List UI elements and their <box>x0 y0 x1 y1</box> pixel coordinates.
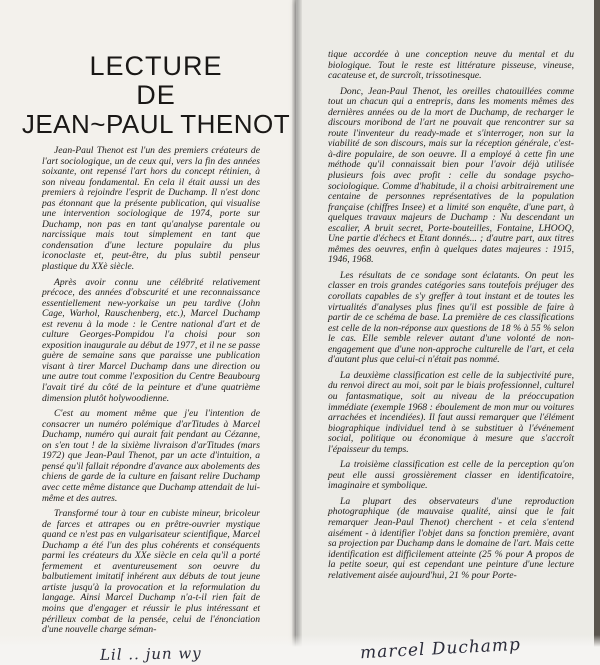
paragraph: La plupart des observateurs d'une reproduction photographique (de mauvaise qualité, ainsi que le fait remarquer Jean-Paul Thenot) cherchent - et cela s'entend aisément - à identifier l'objet dans sa fonction première, avant sa projection par Duchamp dans le domaine de l'art. Mais cette identification est difficilement atteinte (25 % pour A propos de la petite soeur, qui est cependant une peinture d'une lecture relativement aisée aujourd'hui, 21 % pour Porte- <box>328 495 574 581</box>
paragraph: Transformé tour à tour en cubiste mineur, bricoleur de farces et attrapes ou en prêtre-ouvrier mystique quand ce n'est pas en vulgarisateur scientifique, Marcel Duchamp a été l'un des plus cohérents et conséquents parmi les créateurs du XXe siècle en cela qu'il a porté fermement et aventureusement son oeuvre du balbutiement imitatif inhérent aux débuts de tout jeune artiste jusqu'à la provocation et la reformulation du langage. Ainsi Marcel Duchamp n'a-t-il rien fait de moins que d'engager et réussir le plus intéressant et périlleux combat de la pensée, celui de l'énonciation d'une nouvelle charge séman- <box>42 508 260 636</box>
title-line-3: JEAN~PAUL THENOT <box>21 109 291 139</box>
page-edge <box>594 0 600 661</box>
paragraph: Jean-Paul Thenot est l'un des premiers créateurs de l'art sociologique, un de ceux qui, vers la fin des années soixante, ont repensé l'art hors du concept rétinien, à son niveau fondamental. En cela il était aussi un des premiers à rejoindre l'esprit de Duchamp. Il n'est donc pas étonnant que la présente publication, qui visualise une intervention sociologique de 1974, porte sur Duchamp, non pas en tant qu'analyse parentale ou narcissique mais tout simplement en tant que condensation d'une lecture populaire du plus iconoclaste et, peut-être, du plus subtil penseur plastique du XXè siècle. <box>42 145 260 273</box>
right-text-column <box>328 50 574 586</box>
left-page <box>0 0 296 661</box>
paragraph: La deuxième classification est celle de la subjectivité pure, du renvoi direct au moi, soit par le biais professionnel, culturel ou fantasmatique, soit au niveau de la préoccupation immédiate (exemple 1968 : éboulement de mon mur ou voitures arrachées et incendiées). Il faut aussi remarquer que l'élément biographique individuel tend à se substituer à l'événement social, politique ou économique à mesure que s'accroît l'épaisseur du temps. <box>328 369 574 455</box>
title-line-1: LECTURE <box>89 51 223 81</box>
title-line-2: DE <box>136 80 176 110</box>
page-fold <box>292 0 302 661</box>
left-text-column <box>42 146 260 641</box>
paragraph: La troisième classification est celle de la perception qu'on peut elle aussi grossièrement classer en identificatoire, imaginaire et symbolique. <box>328 459 574 492</box>
paragraph: tique accordée à une conception neuve du mental et du biologique. Tout le reste est littérature pisseuse, vineuse, cacateuse et, de surcroît, trissotinesque. <box>328 49 574 82</box>
article-title <box>20 52 292 139</box>
paragraph: Les résultats de ce sondage sont éclatants. On peut les classer en trois grandes catégories sans toutefois préjuger des corollats capables de s'y greffer à tout instant et de toutes les virtualités d'analyses plus fines qu'il est possible de faire à partir de ce schéma de base. La première de ces classifications est celle de la non-réponse aux questions de 18 % à 55 % selon le cas. Elle semble relever autant d'une volonté de non-engagement que d'une non-approche culturelle de l'art, et cela d'autant plus que celui-ci n'était pas nommé. <box>328 269 574 366</box>
paragraph: Après avoir connu une célébrité relativement précoce, des années d'obscurité et une reconnaissance essentiellement new-yorkaise un peu tardive (John Cage, Warhol, Rauschenberg, etc.), Marcel Duchamp est revenu à la mode : le Centre national d'art et de culture Georges-Pompidou l'a choisi pour son exposition inaugurale au début de 1977, et il ne se passe guère de semaine sans que paraisse une publication visant à tirer Marcel Duchamp dans une direction ou une autre tout comme l'exposition du Centre Beaubourg l'avait tiré du côté de la peinture et d'une quatrième dimension plutôt holywoodienne. <box>42 276 260 404</box>
paragraph: C'est au moment même que j'eu l'intention de consacrer un numéro polémique d'arTitudes à Marcel Duchamp, numéro qui aurait fait pendant au Cézanne, on s'en tout ! de la sixième livraison d'arTitudes (mars 1972) que Jean-Paul Thenot, par un acte d'intuition, a pensé qu'il fallait répondre d'avance aux abolements des chiens de garde de la culture en faisant relire Duchamp avec cette même distance que Duchamp attendait de lui-même et des autres. <box>42 408 260 504</box>
handwritten-note: Lil .. jun wy <box>99 644 202 664</box>
right-page <box>296 0 600 664</box>
paragraph: Donc, Jean-Paul Thenot, les oreilles chatouillées comme tout un chacun qui a entrepris, dans les moments mêmes des dernières années ou de la mort de Duchamp, de recharger le discours moribond de l'art ne pouvait que rencontrer sur sa route l'inventeur du ready-made et s'interroger, non sur la viabilité de son discours, mais sur la réception générale, c'est-à-dire populaire, de son oeuvre. Il a employé à cette fin une méthode qu'il connaissait bien pour l'avoir déjà utilisée plusieurs fois avec profit : celle du sondage psycho-sociologique. Comme d'habitude, il a choisi arbitrairement une centaine de personnes représentatives de la population française (chiffres Insee) et a limité son enquête, d'une part, à quelques travaux majeurs de Duchamp : Nu descendant un escalier, A bruit secret, Porte-bouteilles, Fontaine, LHOOQ, Une partie d'échecs et Etant donnés... ; d'autre part, aux titres mêmes des oeuvres, enfin à quelques dates majeures : 1915, 1946, 1968. <box>328 85 574 266</box>
handwritten-signature: marcel Duchamp <box>359 634 522 664</box>
